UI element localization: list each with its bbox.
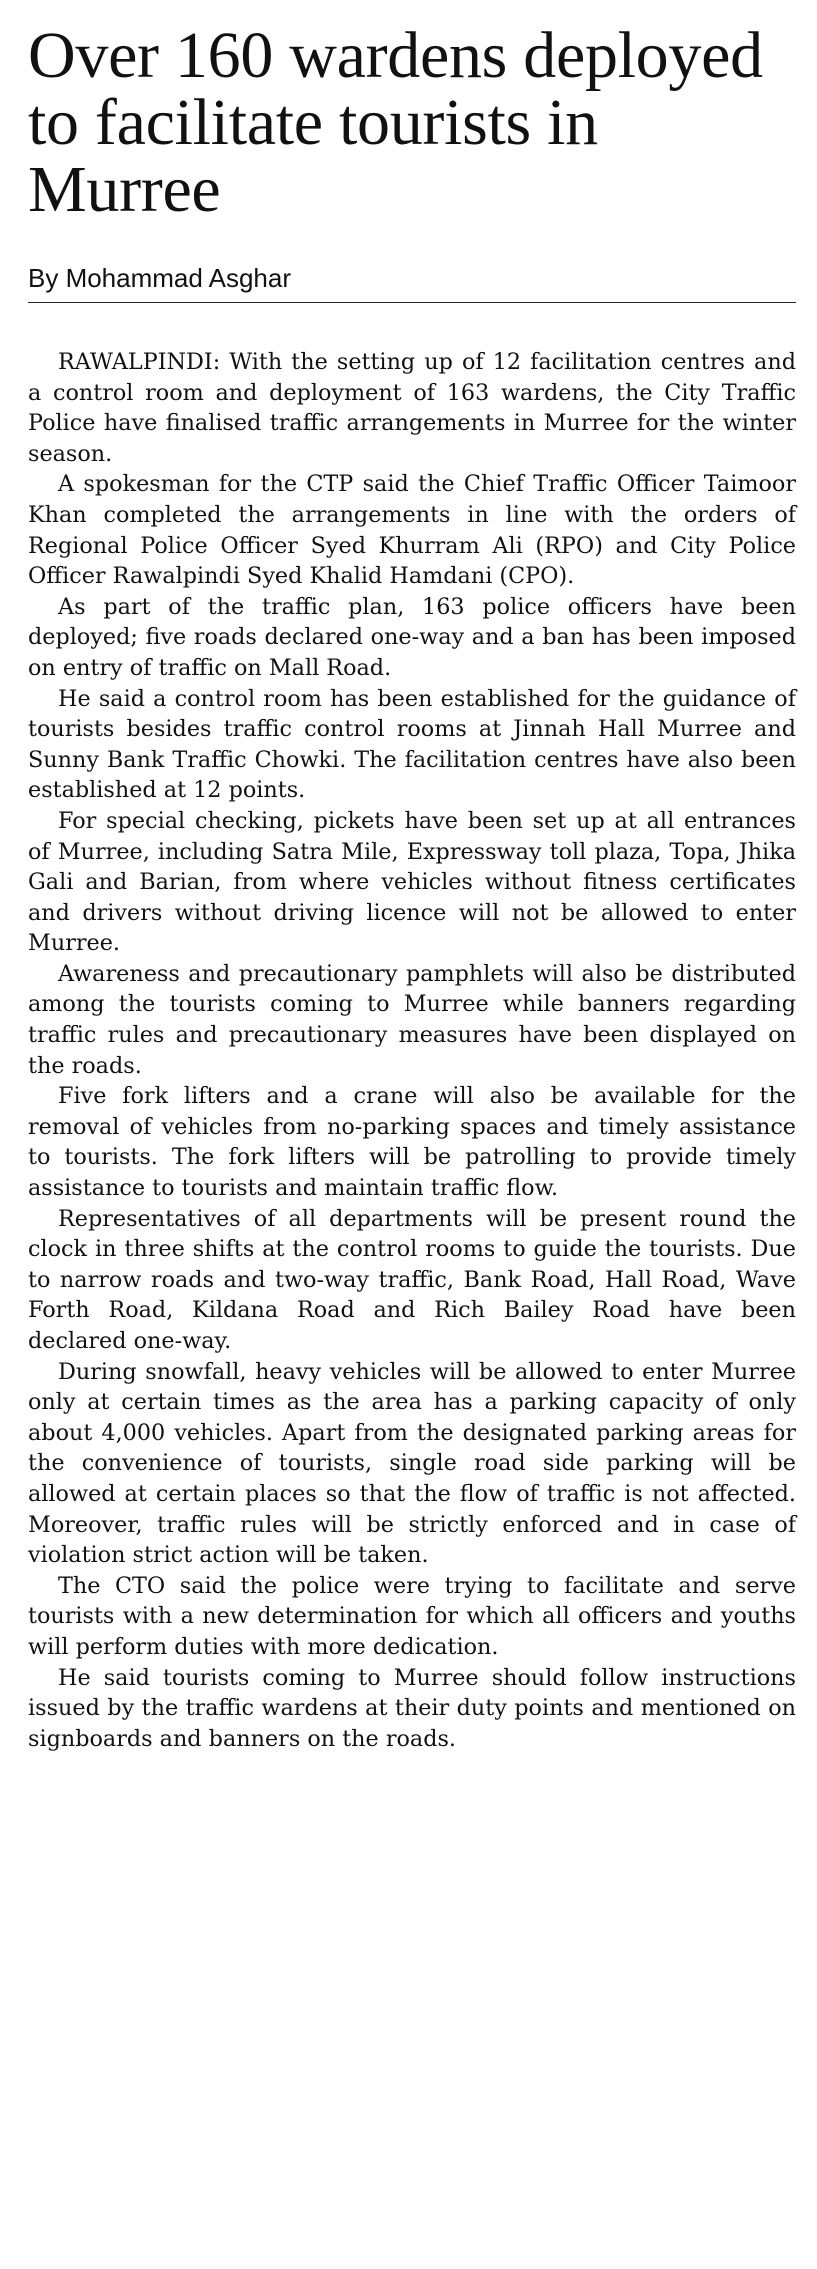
news-article bbox=[28, 19, 796, 1754]
paragraph: The CTO said the police were trying to facilitate and serve tourists with a new determination for which all officers and youths will perform duties with more dedication. bbox=[28, 1572, 796, 1660]
paragraph: For special checking, pickets have been set up at all entrances of Murree, including Satra Mile, Expressway toll plaza, Topa, Jhika Gali and Barian, from where vehicles without fitness certificates and drivers without driving licence will not be allowed to enter Murree. bbox=[28, 807, 796, 957]
article-body bbox=[28, 347, 796, 1754]
paragraph: A spokesman for the CTP said the Chief Traffic Officer Taimoor Khan completed the arrangements in line with the orders of Regional Police Officer Syed Khurram Ali (RPO) and City Police Officer Rawalpindi Syed Khalid Hamdani (CPO). bbox=[28, 471, 796, 590]
paragraph: Awareness and precautionary pamphlets will also be distributed among the tourists coming to Murree while banners regarding traffic rules and precautionary measures have been displayed on the roads. bbox=[28, 960, 796, 1079]
paragraph: During snowfall, heavy vehicles will be allowed to enter Murree only at certain times as the area has a parking capacity of only about 4,000 vehicles. Apart from the designated parking areas for the convenience of tourists, single road side parking will be allowed at certain places so that the flow of traffic is not affected. Moreover, traffic rules will be strictly enforced and in case of violation strict action will be taken. bbox=[28, 1358, 796, 1569]
paragraph: As part of the traffic plan, 163 police officers have been deployed; five roads declared one-way and a ban has been imposed on entry of traffic on Mall Road. bbox=[28, 593, 796, 681]
byline-rule bbox=[28, 263, 796, 303]
paragraph: He said a control room has been established for the guidance of tourists besides traffic control rooms at Jinnah Hall Murree and Sunny Bank Traffic Chowki. The facilitation centres have also been established at 12 points. bbox=[28, 685, 796, 804]
paragraph: Representatives of all departments will be present round the clock in three shifts at the control rooms to guide the tourists. Due to narrow roads and two-way traffic, Bank Road, Hall Road, Wave Forth Road, Kildana Road and Rich Bailey Road have been declared one-way. bbox=[28, 1205, 796, 1354]
headline: Over 160 wardens deployed to facilitate tourists in Murree bbox=[28, 19, 763, 226]
paragraph: He said tourists coming to Murree should follow instructions issued by the traffic wardens at their duty points and mentioned on signboards and banners on the roads. bbox=[28, 1664, 796, 1752]
byline: By Mohammad Asghar bbox=[28, 263, 292, 293]
paragraph: RAWALPINDI: With the setting up of 12 facilitation centres and a control room and deployment of 163 wardens, the City Traffic Police have finalised traffic arrangements in Murree for the winter season. bbox=[28, 349, 796, 467]
paragraph: Five fork lifters and a crane will also be available for the removal of vehicles from no-parking spaces and timely assistance to tourists. The fork lifters will be patrolling to provide timely assistance to tourists and maintain traffic flow. bbox=[28, 1083, 796, 1202]
